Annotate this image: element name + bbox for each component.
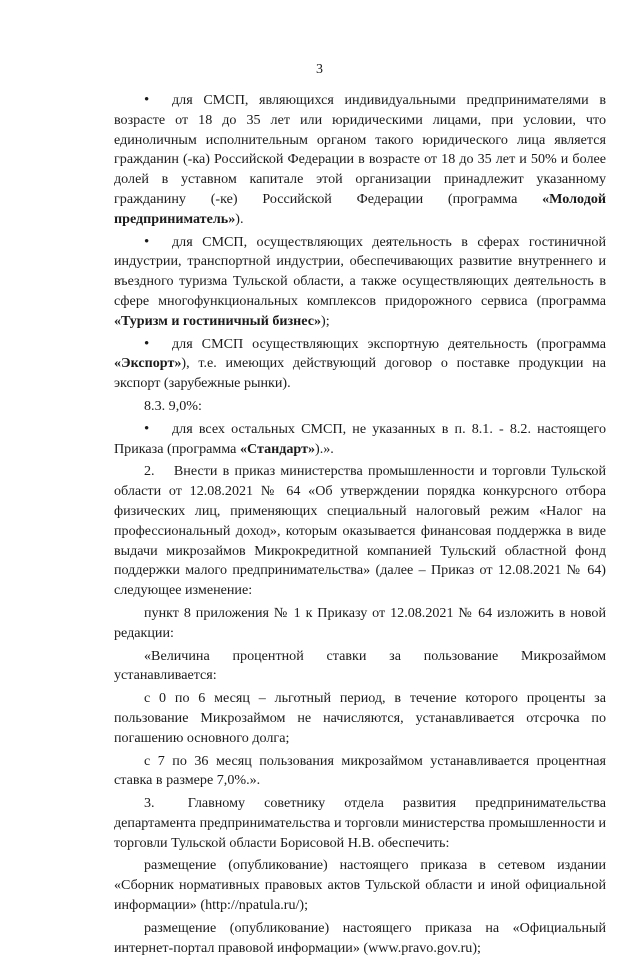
text-segment: 2. Внести в приказ министерства промышленности и торговли Тульской области от 12.08.2021 № 64 «Об утверждении порядка конкурсного отбора физических лиц, применяющих специальный налоговый режим «Налог на профессиональный доход», которым оказывается финансовая поддержка в виде выдачи микрозаймов Микрокредитной компанией Тульский областной фонд поддержки малого предпринимательства» (далее – Приказ от 12.08.2021 № 64) следующее изменение: [114, 463, 606, 599]
paragraph [114, 397, 606, 417]
bullet-paragraph [114, 233, 606, 332]
bullet-marker [144, 91, 172, 111]
text-segment: для всех остальных СМСП, не указанных в п. 8.1. - 8.2. настоящего Приказа (программа [114, 420, 606, 457]
text-segment: ), т.е. имеющих действующий договор о поставке продукции на экспорт (зарубежные рынки). [114, 355, 606, 392]
text-segment: для СМСП осуществляющих экспортную деятельность (программа [172, 335, 606, 352]
bullet-paragraph [114, 420, 606, 460]
paragraph [114, 794, 606, 853]
text-segment: размещение (опубликование) настоящего приказа в сетевом издании «Сборник нормативных правовых актов Тульской области и иной официальной информации» (http://npatula.ru/); [114, 857, 606, 914]
bullet-marker [144, 233, 172, 253]
bullet-paragraph [114, 335, 606, 394]
text-segment: 3. Главному советнику отдела развития предпринимательства департамента предпринимательства и торговли министерства промышленности и торговли Тульской области Борисовой Н.В. обеспечить: [114, 795, 606, 851]
paragraph [114, 689, 606, 748]
bullet-marker [144, 335, 172, 355]
text-segment: с 7 по 36 месяц пользования микрозаймом устанавливается процентная ставка в размере 7,0%.». [114, 752, 606, 789]
bullet-paragraph [114, 91, 606, 230]
text-segment: «Величина процентной ставки за пользование Микрозаймом устанавливается: [114, 647, 606, 684]
text-segment: ). [235, 210, 244, 227]
text-segment: размещение (опубликование) настоящего приказа на «Официальный интернет-портал правовой информации» (www.pravo.gov.ru); [114, 919, 606, 956]
paragraph [114, 647, 606, 687]
text-segment: ); [321, 312, 330, 329]
program-name: «Туризм и гостиничный бизнес» [114, 312, 322, 329]
text-segment: для СМСП, являющихся индивидуальными предпринимателями в возрасте от 18 до 35 лет или юридическими лицами, при условии, что единоличным исполнительным органом такого юридического лица является гражданин (-ка) Российской Федерации в возрасте от 18 до 35 лет и 50% и более долей в уставном капитале этой организации принадлежит указанному гражданину (-ке) Российской Федерации (программа [114, 92, 606, 207]
document-body [114, 91, 606, 961]
program-name: «Молодой предприниматель» [114, 190, 606, 227]
text-segment: пункт 8 приложения № 1 к Приказу от 12.08.2021 № 64 изложить в новой редакции: [114, 604, 606, 641]
paragraph [114, 604, 606, 644]
program-name: «Экспорт» [114, 355, 182, 372]
text-segment: с 0 по 6 месяц – льготный период, в течение которого проценты за пользование Микрозаймом не начисляются, устанавливается отсрочка по погашению основного долга; [114, 690, 606, 746]
paragraph [114, 462, 606, 601]
text-segment: ).». [315, 440, 334, 457]
paragraph [114, 856, 606, 915]
text-segment: для СМСП, осуществляющих деятельность в сферах гостиничной индустрии, транспортной индустрии, обеспечивающих развитие внутреннего и въездного туризма Тульской области, а также осуществляющих деятельность в сфере многофункциональных комплексов придорожного сервиса (программа [114, 233, 606, 309]
paragraph [114, 919, 606, 959]
program-name: «Стандарт» [239, 440, 316, 457]
page-number: 3 [316, 62, 323, 77]
bullet-marker [144, 420, 172, 440]
text-segment: 8.3. 9,0%: [144, 397, 202, 414]
paragraph [114, 752, 606, 792]
